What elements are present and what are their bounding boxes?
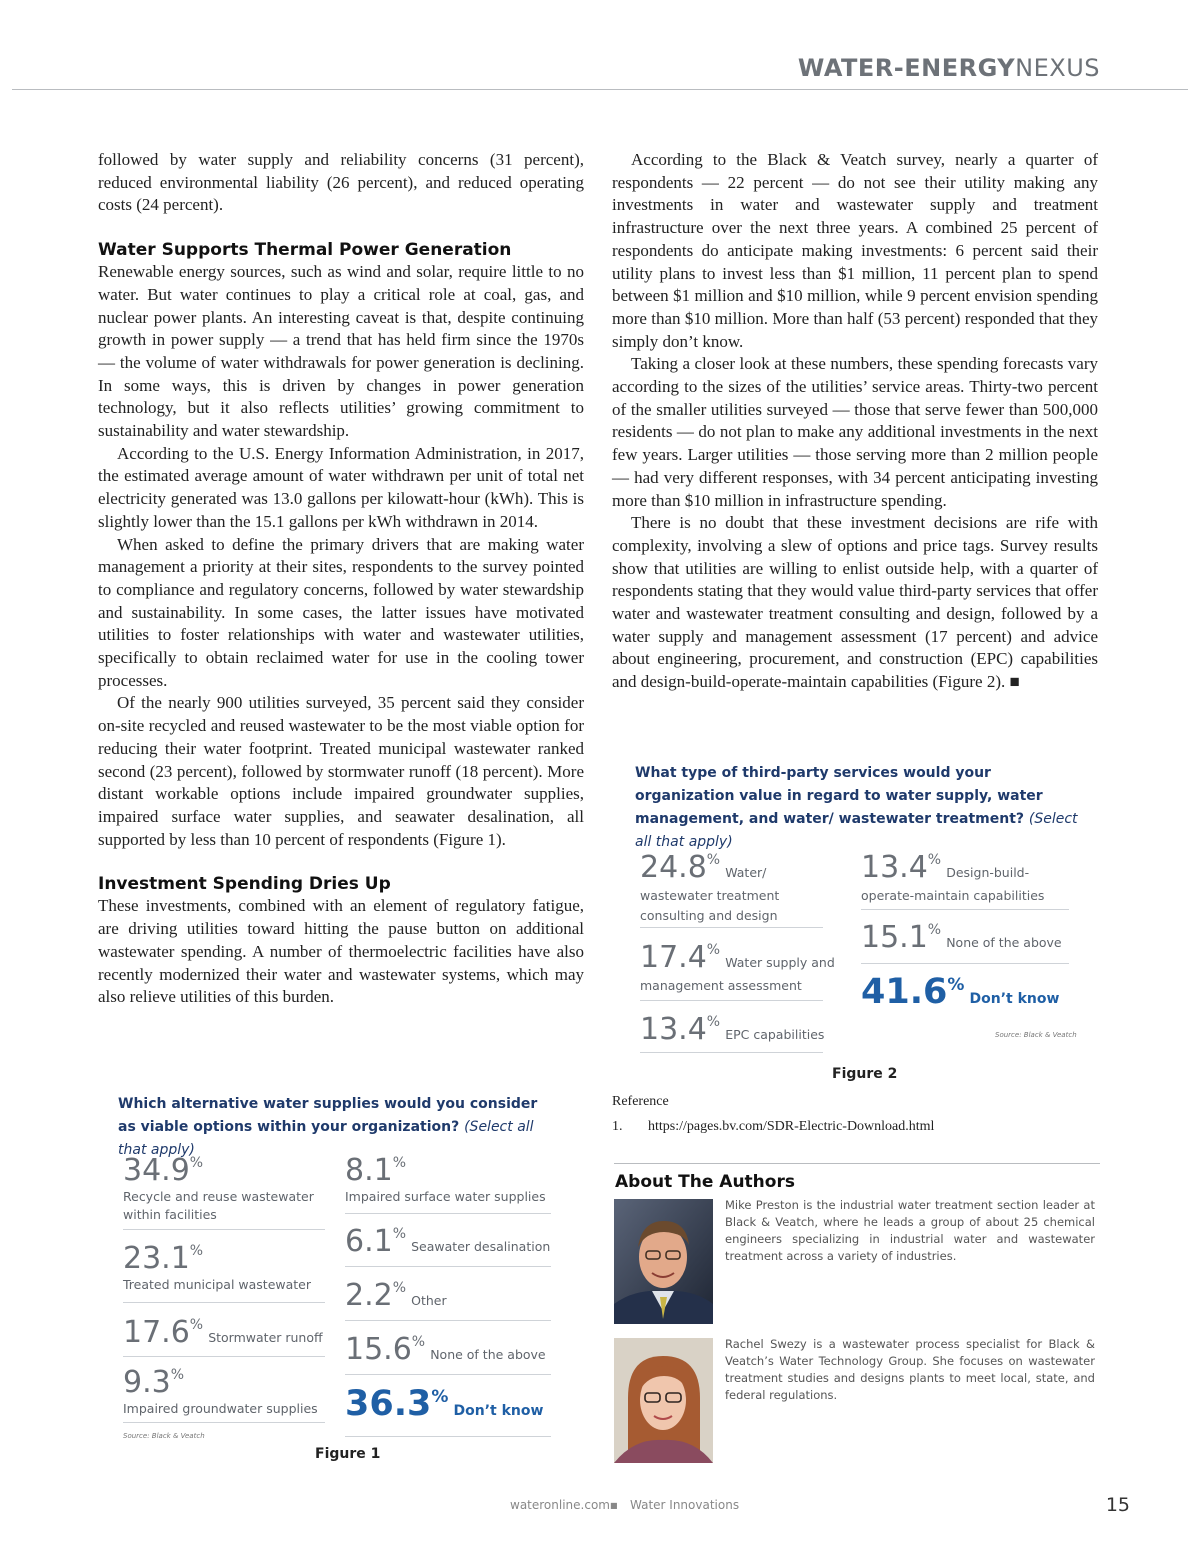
footer-site[interactable]: wateronline.com <box>510 1498 610 1512</box>
figure-1-stat: 6.1% Seawater desalination <box>345 1224 551 1259</box>
footer-separator-icon: ■ <box>610 1501 618 1510</box>
figure-2 <box>635 762 1080 1047</box>
figure-1-stat: 17.6% Stormwater runoff <box>123 1315 323 1350</box>
figure-2-stat: 13.4% Design-build- operate-maintain capabilities <box>861 850 1045 903</box>
paragraph: These investments, combined with an element of regulatory fatigue, are driving utilities toward hitting the pause button on additional wastewater spending. A number of thermoelectric facilities have also recently modernized their water and wastewater systems, which may also relieve utilities of this burden. <box>98 896 584 1007</box>
author-photo-rachel-swezy <box>614 1338 713 1463</box>
figure-1-stat: 9.3% Impaired groundwater supplies <box>123 1365 318 1416</box>
section-title <box>798 54 1100 82</box>
figure-1-stat: 2.2% Other <box>345 1278 447 1313</box>
reference-heading: Reference <box>612 1094 669 1109</box>
figure-2-stat: 13.4% EPC capabilities <box>640 1012 825 1047</box>
stat-divider <box>345 1374 551 1375</box>
stat-divider <box>345 1320 551 1321</box>
reference-link[interactable]: https://pages.bv.com/SDR-Electric-Download.html <box>648 1119 935 1134</box>
figure-1-question-note: (Select all that apply) <box>118 1119 534 1158</box>
figure-1-stat-highlight: 36.3% Don’t know <box>345 1384 544 1424</box>
figure-2-stat: 24.8% Water/ wastewater treatment consulting and design <box>640 850 780 923</box>
stat-divider <box>345 1436 551 1437</box>
author-portrait-icon <box>614 1338 713 1463</box>
figure-2-stat: 15.1% None of the above <box>861 920 1062 955</box>
figure-1-source: Source: Black & Veatch <box>123 1432 205 1440</box>
section-heading: Investment Spending Dries Up <box>98 874 391 895</box>
paragraph: When asked to define the primary drivers that are making water management a priority at their sites, respondents to the survey pointed to compliance and regulatory concerns, followed by water stewardship and sustainability. In some cases, the latter issues have motivated utilities to foster relationships with water and wastewater utilities, specifically to obtain reclaimed water for use in the cooling tower processes. <box>98 534 584 690</box>
author-photo-mike-preston <box>614 1199 713 1324</box>
figure-1-stat: 15.6% None of the above <box>345 1332 546 1367</box>
authors-heading: About The Authors <box>615 1172 795 1192</box>
authors-divider <box>614 1163 1100 1164</box>
stat-divider <box>123 1422 325 1423</box>
paragraph: Renewable energy sources, such as wind and solar, require little to no water. But water continues to play a critical role at coal, gas, and nuclear power plants. An interesting caveat is that, despite continuing growth in power supply — a trend that has held firm since the 1970s — the volume of water withdrawals for power generation is declining. In some ways, this is driven by changes in power generation technology, but it also reflects utilities’ growing commitment to sustainability and water stewardship. <box>98 262 584 441</box>
stat-divider <box>123 1356 325 1357</box>
page-number: 15 <box>1105 1494 1130 1516</box>
stat-divider <box>345 1213 551 1214</box>
stat-divider <box>640 927 823 928</box>
paragraph: followed by water supply and reliability concerns (31 percent), reduced environmental liability (26 percent), and reduced operating costs (24 percent). <box>98 150 584 215</box>
paragraph: There is no doubt that these investment decisions are rife with complexity, involving a slew of options and price tags. Survey results show that utilities are willing to enlist outside help, with a quarter of respondents stating that they would value third-party services that offer water and wastewater treatment consulting and design, followed by a water supply and management assessment (17 percent) and advice about engineering, procurement, and construction (EPC) capabilities and design-build-operate-maintain capabilities (Figure 2). ■ <box>612 513 1098 692</box>
paragraph: Taking a closer look at these numbers, these spending forecasts vary according to the sizes of the utilities’ service areas. Thirty-two percent of the smaller utilities surveyed — those that serve fewer than 500,000 residents — do not plan to make any additional investments in the next few years. Larger utilities — those serving more than 2 million people — had very different responses, with 34 percent anticipating investing more than $10 million in infrastructure spending. <box>612 354 1098 510</box>
figure-2-caption: Figure 2 <box>832 1066 898 1082</box>
figure-2-source: Source: Black & Veatch <box>995 1031 1077 1039</box>
figure-1-stat: 34.9% Recycle and reuse wastewater within facilities <box>123 1153 314 1222</box>
figure-1-caption: Figure 1 <box>315 1446 381 1462</box>
stat-divider <box>123 1229 325 1230</box>
stat-divider <box>640 1000 823 1001</box>
section-title-light: NEXUS <box>1015 54 1100 82</box>
header-divider <box>12 89 1188 90</box>
paragraph: According to the U.S. Energy Information Administration, in 2017, the estimated average amount of water withdrawn per unit of total net electricity generated was 13.0 gallons per kilowatt-hour (kWh). This is slightly lower than the 15.1 gallons per kWh withdrawn in 2014. <box>98 443 584 531</box>
stat-divider <box>123 1302 325 1303</box>
reference-number: 1. <box>612 1119 623 1134</box>
author-portrait-icon <box>614 1199 713 1324</box>
left-column <box>98 149 584 1009</box>
stat-divider <box>861 909 1069 910</box>
stat-divider <box>345 1266 551 1267</box>
figure-2-question: What type of third-party services would your organization value in regard to water supply, water management, and water/ wastewater treatment? (Select all that apply) <box>635 765 1078 850</box>
figure-1 <box>118 1093 558 1443</box>
author-bio: Rachel Swezy is a wastewater process specialist for Black & Veatch’s Water Technology Group. She focuses on wastewater treatment studies and designs plants to meet local, state, and federal regulations. <box>725 1337 1095 1402</box>
author-bio: Mike Preston is the industrial water treatment section leader at Black & Veatch, where he leads a group of about 25 chemical engineers specializing in industrial water and wastewater treatment across a variety of industries. <box>725 1198 1095 1263</box>
paragraph: According to the Black & Veatch survey, nearly a quarter of respondents — 22 percent — do not see their utility making any investments in water and wastewater supply and treatment infrastructure over the next three years. A combined 25 percent of respondents do anticipate making investments: 6 percent said their utility plans to invest less than $1 million, 11 percent plan to spend between $1 million and $10 million, while 9 percent envision spending more than $10 million. More than half (53 percent) responded that they simply don’t know. <box>612 150 1098 351</box>
paragraph: Of the nearly 900 utilities surveyed, 35 percent said they consider on-site recycled and reused wastewater to be the most viable option for reducing their water footprint. Treated municipal wastewater ranked second (23 percent), followed by stormwater runoff (18 percent). More distant workable options include impaired groundwater supplies, impaired surface water supplies, and seawater desalination, all supported by less than 10 percent of respondents (Figure 1). <box>98 693 584 849</box>
reference-item <box>612 1119 934 1135</box>
section-heading: Water Supports Thermal Power Generation <box>98 240 512 261</box>
footer-publication: Water Innovations <box>630 1498 740 1512</box>
section-title-bold: WATER-ENERGY <box>797 54 1016 82</box>
figure-2-stat-highlight: 41.6% Don’t know <box>861 972 1060 1012</box>
figure-1-question: Which alternative water supplies would you consider as viable options within your organization? (Select all that apply) <box>118 1096 538 1158</box>
stat-divider <box>861 963 1069 964</box>
figure-1-stat: 8.1% Impaired surface water supplies <box>345 1153 546 1204</box>
figure-2-question-note: (Select all that apply) <box>635 811 1078 850</box>
figure-2-stat: 17.4% Water supply and management assessment <box>640 940 835 993</box>
stat-divider <box>640 1052 823 1053</box>
figure-1-stat: 23.1% Treated municipal wastewater <box>123 1241 311 1292</box>
right-column <box>612 149 1098 694</box>
